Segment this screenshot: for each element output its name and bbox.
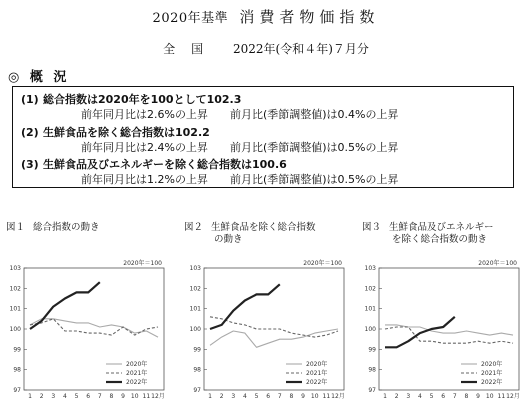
legend-label: 2021年 (481, 370, 503, 377)
y-tick-label: 97 (368, 387, 376, 394)
x-tick-label: 12月 (506, 393, 520, 400)
chart-core-index (186, 256, 356, 402)
y-tick-label: 101 (9, 305, 21, 313)
figure-number: 図３ (362, 222, 382, 233)
item-headline: 総合指数は2020年を100として102.3 (43, 93, 242, 106)
y-tick-label: 99 (368, 346, 376, 354)
chart-core-core-index (361, 256, 531, 402)
legend-label: 2020年 (481, 361, 503, 368)
legend-label: 2022年 (126, 379, 148, 386)
x-tick-label: 3 (51, 393, 56, 400)
item-mom: 前月比(季節調整値)は0.5%の上昇 (229, 173, 399, 186)
y-tick-label: 98 (13, 366, 21, 374)
x-tick-label: 10 (485, 393, 494, 400)
x-tick-label: 5 (254, 393, 259, 400)
x-tick-label: 1 (208, 393, 212, 400)
y-tick-label: 100 (189, 326, 201, 333)
x-tick-label: 12月 (151, 393, 165, 400)
figure-title: 総合指数の動き (33, 222, 100, 233)
x-tick-label: 5 (429, 393, 434, 400)
item-headline: 生鮮食品及びエネルギーを除く総合指数は100.6 (43, 158, 287, 171)
legend-label: 2022年 (306, 379, 328, 386)
x-tick-label: 10 (310, 393, 319, 400)
x-tick-label: 6 (441, 393, 446, 400)
item-number: (3) (21, 158, 39, 171)
x-tick-label: 4 (417, 393, 422, 400)
y-tick-label: 101 (364, 305, 376, 313)
x-tick-label: 11 (142, 393, 151, 400)
overview-heading: ◎ 概 況 (8, 70, 70, 85)
figure-title-cont: を除く総合指数の動き (392, 234, 488, 245)
x-tick-label: 7 (97, 393, 102, 400)
figure-caption (6, 222, 176, 234)
summary-box (12, 86, 514, 188)
x-tick-label: 5 (74, 393, 79, 400)
y-tick-label: 99 (193, 346, 201, 354)
y-tick-label: 98 (193, 366, 201, 374)
title-base-year: 2020年基準 (152, 11, 229, 26)
legend-label: 2021年 (306, 370, 328, 377)
item-mom: 前月比(季節調整値)は0.4%の上昇 (229, 108, 399, 121)
y-tick-label: 100 (364, 326, 376, 333)
x-tick-label: 12月 (331, 393, 345, 400)
summary-item (21, 157, 398, 187)
x-tick-label: 2 (39, 393, 44, 400)
item-yoy: 前年同月比は2.6%の上昇 (81, 108, 208, 121)
item-number: (2) (21, 126, 39, 139)
series-line-2 (385, 327, 513, 343)
figure-title-cont: の動き (214, 234, 243, 245)
x-tick-label: 9 (301, 393, 306, 400)
y-tick-label: 103 (9, 265, 21, 272)
y-tick-label: 102 (364, 285, 376, 293)
figure-caption (362, 222, 532, 246)
y-tick-label: 102 (9, 285, 21, 293)
legend-label: 2022年 (481, 379, 503, 386)
x-tick-label: 4 (62, 393, 67, 400)
x-tick-label: 2 (219, 393, 224, 400)
title-main: 消費者物価指数 (239, 8, 380, 26)
legend-label: 2020年 (306, 361, 328, 368)
item-headline: 生鮮食品を除く総合指数は102.2 (43, 126, 210, 139)
y-tick-label: 97 (193, 387, 201, 394)
series-line-2 (210, 317, 338, 337)
chart-base-note: 2020年＝100 (478, 260, 517, 267)
figure-title: 生鮮食品を除く総合指数 (211, 222, 316, 233)
item-yoy: 前年同月比は2.4%の上昇 (81, 141, 208, 154)
chart-base-note: 2020年＝100 (303, 260, 342, 267)
x-tick-label: 6 (86, 393, 91, 400)
summary-item (21, 125, 398, 155)
subtitle-period: 2022年(令和４年)７月分 (232, 42, 369, 56)
y-tick-label: 103 (364, 265, 376, 272)
x-tick-label: 4 (242, 393, 247, 400)
item-number: (1) (21, 93, 39, 106)
y-tick-label: 100 (9, 326, 21, 333)
item-yoy: 前年同月比は1.2%の上昇 (81, 173, 208, 186)
x-tick-label: 7 (277, 393, 282, 400)
chart-total-index (6, 256, 176, 402)
item-mom: 前月比(季節調整値)は0.5%の上昇 (229, 141, 399, 154)
x-tick-label: 1 (383, 393, 387, 400)
x-tick-label: 6 (266, 393, 271, 400)
x-tick-label: 8 (464, 393, 469, 400)
x-tick-label: 8 (109, 393, 114, 400)
series-line-2 (30, 319, 158, 335)
x-tick-label: 2 (394, 393, 399, 400)
document-title (0, 6, 532, 27)
x-tick-label: 9 (476, 393, 481, 400)
x-tick-label: 10 (130, 393, 139, 400)
figure-title: 生鮮食品及びエネルギー (389, 222, 494, 233)
subtitle-region: 全国 (163, 42, 220, 56)
summary-item (21, 92, 398, 122)
y-tick-label: 99 (13, 346, 21, 354)
x-tick-label: 9 (121, 393, 126, 400)
figure-number: 図２ (184, 222, 204, 233)
series-line-3 (30, 282, 100, 329)
x-tick-label: 8 (289, 393, 294, 400)
y-tick-label: 101 (189, 305, 201, 313)
y-tick-label: 102 (189, 285, 201, 293)
series-line-1 (385, 325, 513, 335)
y-tick-label: 103 (189, 265, 201, 272)
x-tick-label: 1 (28, 393, 32, 400)
legend-label: 2020年 (126, 361, 148, 368)
legend-label: 2021年 (126, 370, 148, 377)
y-tick-label: 97 (13, 387, 21, 394)
chart-base-note: 2020年＝100 (123, 260, 162, 267)
x-tick-label: 11 (497, 393, 506, 400)
figure-number: 図１ (6, 222, 26, 233)
x-tick-label: 3 (231, 393, 236, 400)
y-tick-label: 98 (368, 366, 376, 374)
series-line-3 (210, 284, 280, 329)
x-tick-label: 11 (322, 393, 331, 400)
x-tick-label: 3 (406, 393, 411, 400)
x-tick-label: 7 (452, 393, 457, 400)
series-line-1 (30, 319, 158, 337)
document-subtitle (0, 40, 532, 57)
series-line-1 (210, 329, 338, 347)
figure-caption (184, 222, 354, 246)
